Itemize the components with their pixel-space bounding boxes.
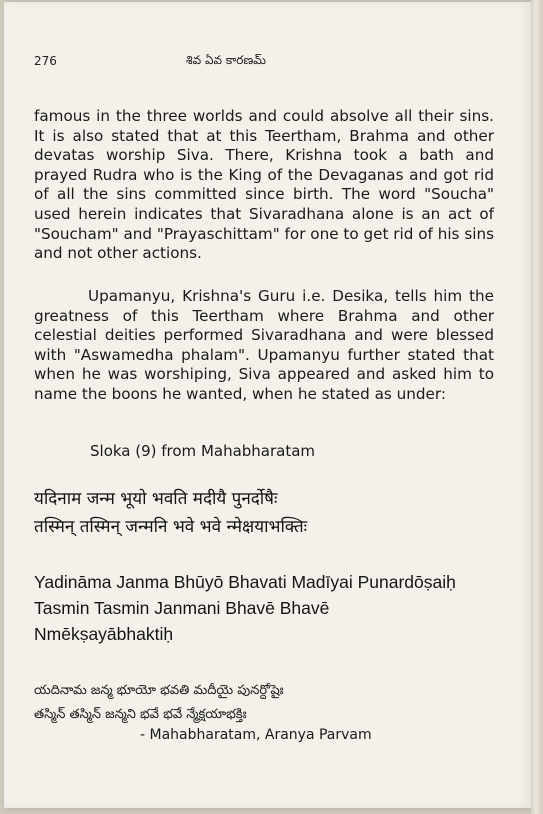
sloka-transliteration: Yadināma Janma Bhūyō Bhavati Madīyai Punardōṣaiḥ Tasmin Tasmin Janmani Bhavē Bhavē Nmēkṣayābhaktiḥ [34,572,456,644]
body-paragraph-1: famous in the three worlds and could absolve all their sins. It is also stated that at this Teertham, Brahma and other devatas worship Siva. There, Krishna took a bath and prayed Rudra who is the King of the Devaganas and got rid of all the sins committed since birth. The word "Soucha" used herein indicates that Sivaradhana alone is an act of "Soucham" and "Prayaschittam" for one to get rid of his sins and not other actions. [34,107,494,263]
sloka-heading: Sloka (9) from Mahabharatam [90,442,316,460]
page-header [34,54,504,74]
running-title: శివ ఏవ కారణమ్ [186,53,266,67]
sloka-devanagari-text: यदिनाम जन्म भूयो भवति मदीयै पुनर्दोषैः तस्मिन् तस्मिन् जन्मनि भवे भवे न्मेक्षयाभक्तिः [34,489,308,537]
book-page [4,2,531,808]
sloka-telugu-text: యదినామ జన్మ భూయో భవతి మదీయై పునర్దోషైః తస్మిన్ తస్మిన్ జన్మని భవే భవే న్మేక్షయాభక్తిః [34,683,284,722]
sloka-attribution: - Mahabharatam, Aranya Parvam [140,727,372,743]
page-number: 276 [34,54,57,68]
body-paragraph-2: Upamanyu, Krishna's Guru i.e. Desika, tells him the greatness of this Teertham where Brahma and other celestial deities performed Sivaradhana and were blessed with "Aswamedha phalam". Upamanyu further stated that when he was worshiping, Siva appeared and asked him to name the boons he wanted, when he stated as under: [34,287,494,403]
page-edge [531,0,543,814]
